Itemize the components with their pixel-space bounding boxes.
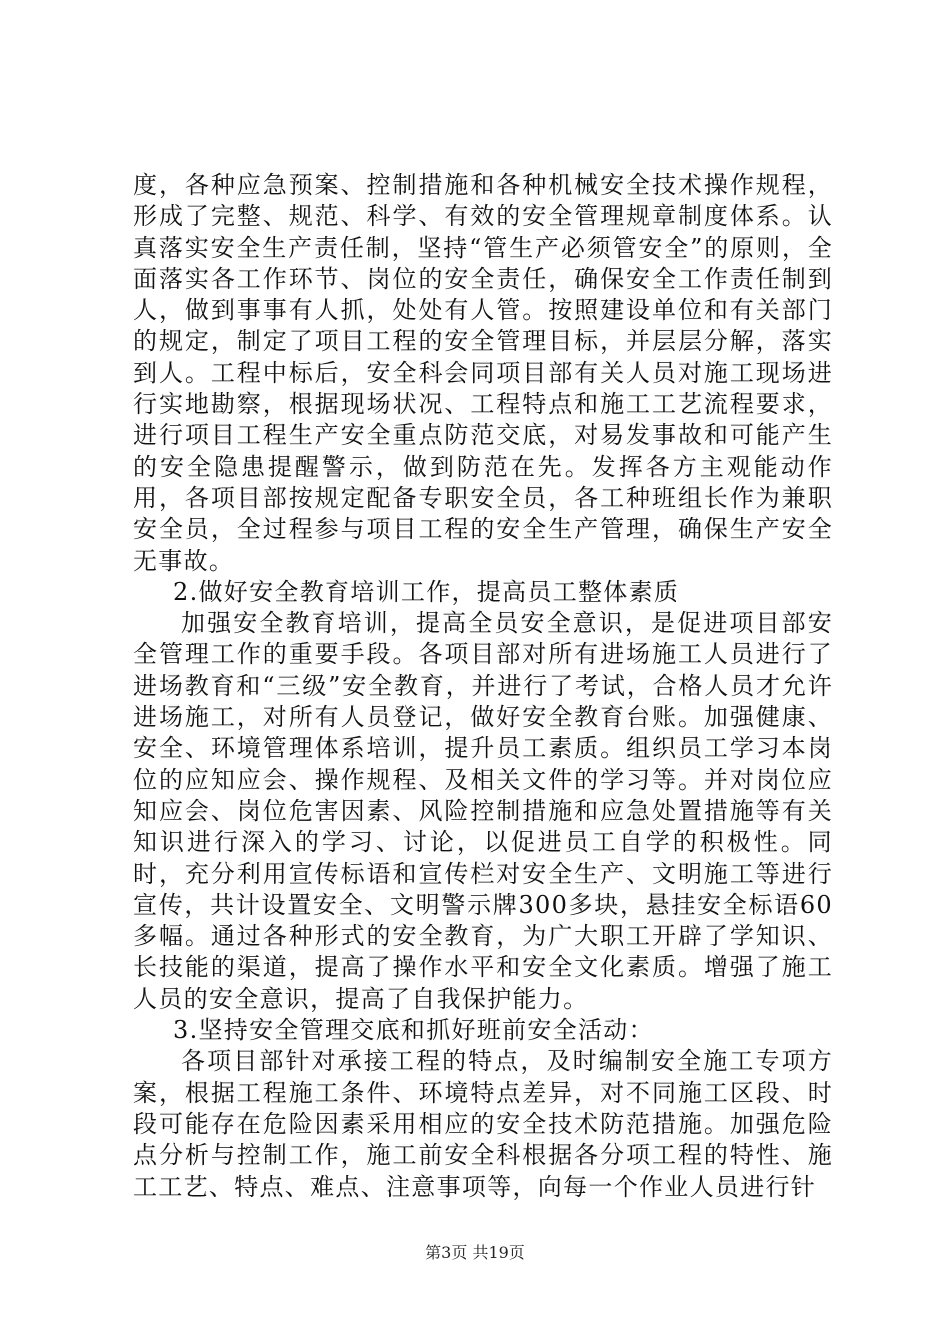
section-heading-2: 2.做好安全教育培训工作，提高员工整体素质 — [173, 577, 680, 606]
paragraph-briefing: 各项目部针对承接工程的特点，及时编制安全施工专项方案，根据工程施工条件、环境特点差异，对不同施工区段、时段可能存在危险因素采用相应的安全技术防范措施。加强危险点分析与控制工作，施工前安全科根据各分项工程的特性、施工工艺、特点、难点、注意事项等，向每一个作业人员进行针 — [133, 1047, 833, 1201]
document-body — [133, 170, 833, 1203]
paragraph-continued: 度，各种应急预案、控制措施和各种机械安全技术操作规程，形成了完整、规范、科学、有效的安全管理规章制度体系。认真落实安全生产责任制，坚持“管生产必须管安全”的原则，全面落实各工作环节、岗位的安全责任，确保安全工作责任制到人，做到事事有人抓，处处有人管。按照建设单位和有关部门的规定，制定了项目工程的安全管理目标，并层层分解，落实到人。工程中标后，安全科会同项目部有关人员对施工现场进行实地勘察，根据现场状况、工程特点和施工工艺流程要求，进行项目工程生产安全重点防范交底，对易发事故和可能产生的安全隐患提醒警示，做到防范在先。发挥各方主观能动作用，各项目部按规定配备专职安全员，各工种班组长作为兼职安全员，全过程参与项目工程的安全生产管理，确保生产安全无事故。 — [133, 171, 833, 575]
page-number-footer: 第3页 共19页 — [425, 1243, 525, 1262]
section-heading-3: 3.坚持安全管理交底和抓好班前安全活动： — [173, 1016, 654, 1045]
paragraph-education: 加强安全教育培训，提高全员安全意识，是促进项目部安全管理工作的重要手段。各项目部对所有进场施工人员进行了进场教育和“三级”安全教育，并进行了考试，合格人员才允许进场施工，对所有人员登记，做好安全教育台账。加强健康、安全、环境管理体系培训，提升员工素质。组织员工学习本岗位的应知应会、操作规程、及相关文件的学习等。并对岗位应知应会、岗位危害因素、风险控制措施和应急处置措施等有关知识进行深入的学习、讨论，以促进员工自学的积极性。同时，充分利用宣传标语和宣传栏对安全生产、文明施工等进行宣传，共计设置安全、文明警示牌300多块，悬挂安全标语60多幅。通过各种形式的安全教育，为广大职工开辟了学知识、长技能的渠道，提高了操作水平和安全文化素质。增强了施工人员的安全意识，提高了自我保护能力。 — [133, 609, 833, 1013]
